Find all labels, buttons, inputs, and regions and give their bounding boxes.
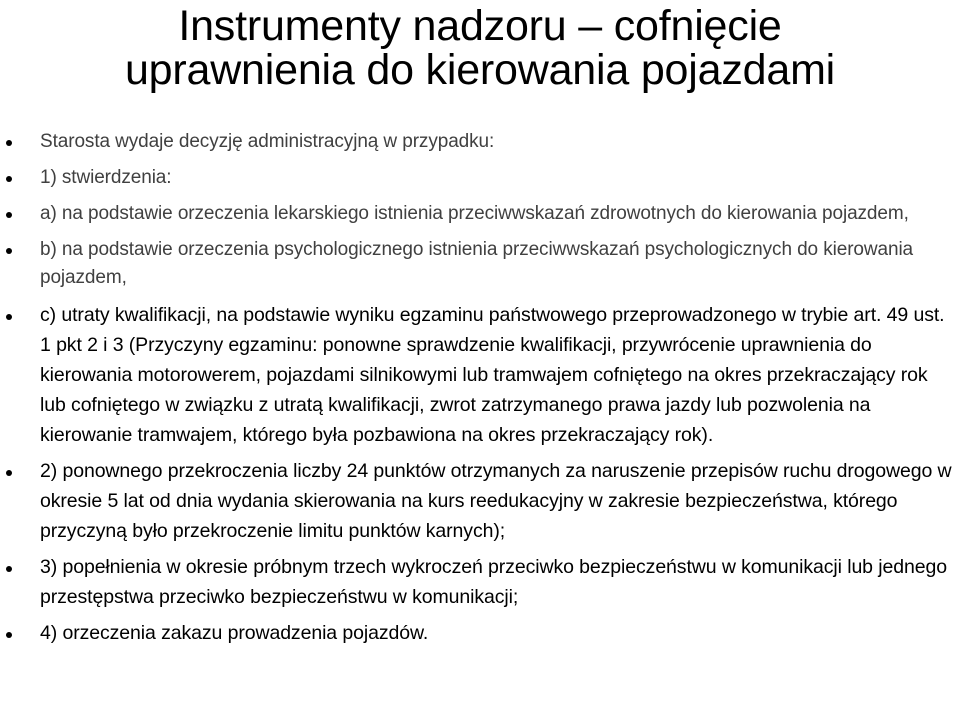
bullet-dot-icon: [6, 176, 12, 182]
bullet-dot-icon: [6, 314, 12, 320]
bullet-dot-icon: [6, 212, 12, 218]
bullet-dot-icon: [6, 566, 12, 572]
bullet-item: [0, 456, 960, 546]
bullet-text: c) utraty kwalifikacji, na podstawie wyniku egzaminu państwowego przeprowadzonego w trybie art. 49 ust. 1 pkt 2 i 3 (Przyczyny egzaminu: ponowne sprawdzenie kwalifikacji, przywrócenie uprawnienia do kierowania motorowerem, pojazdami silnikowymi lub tramwajem cofniętego na okres przekraczający rok lub cofniętego w związku z utratą kwalifikacji, zwrot zatrzymanego prawa jazdy lub pozwolenia na kierowanie tramwajem, którego była pozbawiona na okres przekraczający rok).: [40, 304, 945, 446]
slide-title-line-1: Instrumenty nadzoru – cofnięcie: [178, 2, 782, 50]
bullet-text: 1) stwierdzenia:: [40, 167, 172, 188]
bullet-item: [0, 200, 960, 228]
bullet-text: 4) orzeczenia zakazu prowadzenia pojazdów.: [40, 622, 429, 644]
bullet-dot-icon: [6, 248, 12, 254]
bullet-text: a) na podstawie orzeczenia lekarskiego istnienia przeciwwskazań zdrowotnych do kierowania pojazdem,: [40, 203, 909, 224]
bullet-list: [0, 128, 960, 654]
bullet-item: [0, 236, 960, 292]
bullet-dot-icon: [6, 632, 12, 638]
slide-title: [0, 0, 960, 92]
bullet-text: b) na podstawie orzeczenia psychologicznego istnienia przeciwwskazań psychologicznych do kierowania pojazdem,: [40, 239, 914, 288]
bullet-item: [0, 618, 960, 648]
bullet-text: 2) ponownego przekroczenia liczby 24 punktów otrzymanych za naruszenie przepisów ruchu drogowego w okresie 5 lat od dnia wydania skierowania na kurs reedukacyjny w zakresie bezpieczeństwa, którego przyczyną było przekroczenie limitu punktów karnych);: [40, 460, 952, 542]
slide-title-line-2: uprawnienia do kierowania pojazdami: [124, 46, 836, 94]
bullet-item: [0, 552, 960, 612]
bullet-item: [0, 128, 960, 156]
bullet-text: Starosta wydaje decyzję administracyjną w przypadku:: [40, 131, 495, 152]
bullet-text: 3) popełnienia w okresie próbnym trzech wykroczeń przeciwko bezpieczeństwu w komunikacji lub jednego przestępstwa przeciwko bezpieczeństwu w komunikacji;: [40, 556, 947, 608]
bullet-item: [0, 164, 960, 192]
bullet-dot-icon: [6, 470, 12, 476]
bullet-item: [0, 300, 960, 450]
bullet-dot-icon: [6, 140, 12, 146]
